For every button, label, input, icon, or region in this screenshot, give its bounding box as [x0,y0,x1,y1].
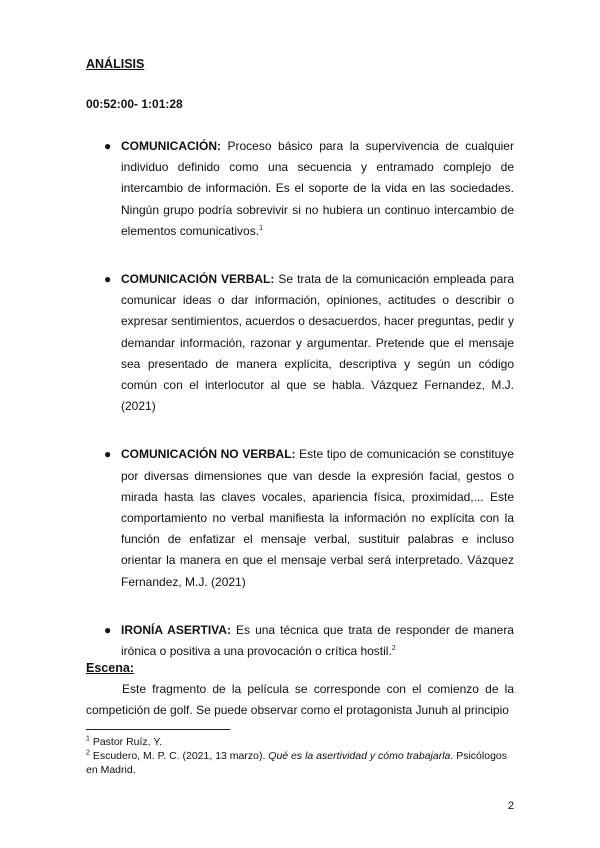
bullet-text: Es una técnica que trata de responder de manera irónica o positiva a una provocación o crítica hostil. [121,622,514,659]
bullet-item-comunicacion-no-verbal [104,444,514,592]
bullet-dot-icon: ● [104,139,112,153]
section-title: ANÁLISIS [86,57,145,71]
scene-paragraph [86,679,514,721]
footnote-1 [86,735,516,749]
footnotes [86,735,516,777]
bullet-item-comunicacion-verbal [104,269,514,417]
bullet-text: Se trata de la comunicación empleada para comunicar ideas o dar información, opiniones, actitudes o describir o expresar sentimientos, acuerdos o desacuerdos, hacer preguntas, pedir y demandar información, razonar y argumentar. Pretende que el mensaje sea presentado de manera explícita, descriptiva y según un código común con el interlocutor al que se habla. Vázquez Fernandez, M.J. (2021) [121,272,514,414]
footnote-number: 1 [86,735,90,743]
scene-heading-colon: : [129,661,134,675]
bullet-item-ironia-asertiva [104,620,514,662]
bullet-term: IRONÍA ASERTIVA: [121,622,231,637]
bullet-item-comunicacion [104,136,514,242]
footnote-ref: 2 [391,645,396,653]
timestamp-range: 00:52:00- 1:01:28 [86,97,183,111]
footnote-title-italic: Qué es la asertividad y cómo trabajarla [268,750,451,762]
bullet-dot-icon: ● [104,622,112,637]
bullet-term: COMUNICACIÓN: [121,139,221,153]
footnote-separator [86,729,230,730]
definitions-list [104,136,514,662]
scene-heading [86,661,134,675]
bullet-dot-icon: ● [104,447,112,462]
bullet-text: Este tipo de comunicación se constituye por diversas dimensiones que van desde la expresión facial, gestos o mirada hasta las claves vocales, apariencia física, proximidad,... Este comportamiento no verbal manifiesta la información no explícita con la función de enfatizar el mensaje verbal, sustituir palabras e incluso orientar la manera en que el mensaje verbal será interpretado. Vázquez Fernandez, M.J. (2021) [121,447,514,589]
footnote-text-after: . Psicólogos en Madrid. [86,750,508,776]
bullet-term: COMUNICACIÓN NO VERBAL: [121,447,296,462]
page-number: 2 [507,800,514,812]
footnote-2 [86,749,516,777]
bullet-term: COMUNICACIÓN VERBAL: [121,272,275,287]
scene-paragraph-text: Este fragmento de la película se corresponde con el comienzo de la competición de golf. Se puede observar como el protagonista Junuh al principio [86,682,514,718]
scene-heading-text: Escena [86,661,130,675]
bullet-dot-icon: ● [104,272,112,287]
footnote-ref: 1 [259,224,263,232]
footnote-text-before: Escudero, M. P. C. (2021, 13 marzo). [92,750,269,762]
footnote-number: 2 [86,749,90,757]
footnote-text: Pastor Ruíz, Y. [92,736,162,748]
bullet-text: Proceso básico para la supervivencia de cualquier individuo definido como una secuencia y entramado complejo de intercambio de información. Es el soporte de la vida en las sociedades. Ningún grupo podría sobrevivir si no hubiera un continuo intercambio de elementos comunicativos. [121,139,514,238]
